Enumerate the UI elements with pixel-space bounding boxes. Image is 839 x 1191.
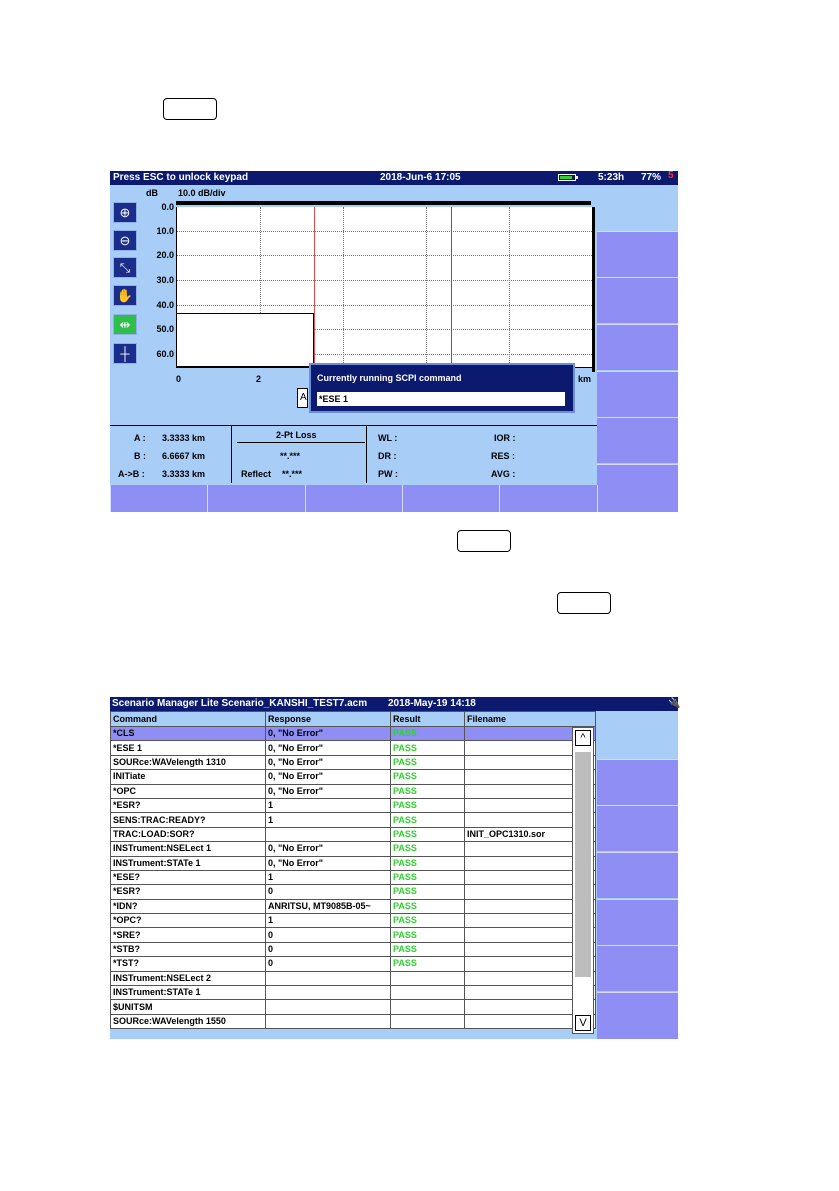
f1-key[interactable]	[597, 231, 678, 277]
table-row[interactable]	[111, 971, 596, 985]
column-header: Result	[391, 712, 465, 727]
f2-key[interactable]	[597, 277, 678, 323]
response-cell: 0, "No Error"	[266, 856, 391, 870]
table-row[interactable]	[111, 870, 596, 884]
avg-label: AVG :	[491, 469, 516, 479]
status-message: Press ESC to unlock keypad	[113, 172, 249, 183]
status-datetime: 2018-Jun-6 17:05	[380, 172, 461, 183]
table-row[interactable]	[111, 914, 596, 928]
result-cell	[391, 1000, 465, 1014]
response-cell	[266, 1014, 391, 1028]
result-cell: PASS	[391, 813, 465, 827]
command-cell: *OPC?	[111, 914, 266, 928]
table-row[interactable]	[111, 1000, 596, 1014]
scale-label: 10.0 dB/div	[178, 188, 226, 198]
a-label: A :	[134, 433, 146, 443]
response-cell	[266, 1000, 391, 1014]
command-cell: *ESE 1	[111, 741, 266, 755]
warning-icon: 5	[668, 170, 674, 181]
result-cell: PASS	[391, 842, 465, 856]
response-cell: ANRITSU, MT9085B-05~	[266, 899, 391, 913]
command-cell: *STB?	[111, 942, 266, 956]
result-cell: PASS	[391, 727, 465, 741]
response-cell: 1	[266, 870, 391, 884]
column-header: Command	[111, 712, 266, 727]
response-cell: 0, "No Error"	[266, 784, 391, 798]
response-cell: 0, "No Error"	[266, 842, 391, 856]
gridline	[509, 207, 510, 367]
result-cell: PASS	[391, 770, 465, 784]
bottom-key-1[interactable]	[110, 485, 207, 512]
table-row[interactable]	[111, 1014, 596, 1028]
bottom-key-2[interactable]	[207, 485, 305, 512]
overview-window	[176, 313, 314, 367]
trace-right-edge	[592, 207, 595, 372]
result-cell: PASS	[391, 784, 465, 798]
command-cell: *IDN?	[111, 899, 266, 913]
y-tick-0: 0.0	[161, 202, 174, 212]
usb-icon: 🔌	[668, 698, 681, 709]
table-row[interactable]	[111, 942, 596, 956]
gridline	[177, 305, 592, 306]
b-label: B :	[134, 451, 146, 461]
key-box-3	[557, 592, 611, 614]
command-cell: TRAC:LOAD:SOR?	[111, 827, 266, 841]
battery-percent: 77%	[641, 172, 662, 183]
command-cell: *ESR?	[111, 798, 266, 812]
result-cell	[391, 986, 465, 1000]
battery-tip	[576, 176, 578, 179]
result-cell: PASS	[391, 914, 465, 928]
command-cell: $UNITSM	[111, 1000, 266, 1014]
bottom-key-6[interactable]	[597, 485, 678, 512]
response-cell	[266, 827, 391, 841]
ab-label: A->B :	[118, 469, 145, 479]
result-cell: PASS	[391, 870, 465, 884]
b-value: 6.6667 km	[162, 451, 206, 461]
status-bar	[110, 171, 678, 185]
status-bar	[110, 697, 681, 711]
y-tick-1: 10.0	[156, 226, 174, 236]
response-cell: 0	[266, 885, 391, 899]
response-cell: 0, "No Error"	[266, 770, 391, 784]
column-header: Response	[266, 712, 391, 727]
y-tick-4: 40.0	[156, 300, 174, 310]
filename-cell: INIT_OPC1310.sor	[465, 827, 596, 841]
command-table	[110, 711, 596, 1029]
result-cell: PASS	[391, 928, 465, 942]
res-label: RES :	[491, 451, 516, 461]
command-cell: *TST?	[111, 957, 266, 971]
y-tick-2: 20.0	[156, 250, 174, 260]
marker-a-line[interactable]	[314, 207, 315, 367]
pw-label: PW :	[378, 469, 398, 479]
response-cell: 0	[266, 928, 391, 942]
table-scrollbar[interactable]	[572, 727, 594, 1034]
f6-key[interactable]	[597, 992, 678, 1039]
table-row[interactable]	[111, 770, 596, 784]
result-cell: PASS	[391, 827, 465, 841]
scroll-thumb[interactable]	[575, 752, 591, 977]
command-cell: SOURce:WAVelength 1310	[111, 755, 266, 769]
x-unit: km	[578, 374, 592, 384]
reflect-label: Reflect	[241, 469, 272, 479]
command-cell: *CLS	[111, 727, 266, 741]
scroll-down-button[interactable]: V	[575, 1015, 591, 1031]
scenario-title: Scenario Manager Lite Scenario_KANSHI_TEST7.acm	[112, 698, 368, 709]
cross-icon[interactable]: ┼	[113, 343, 137, 364]
y-tick-6: 60.0	[156, 349, 174, 359]
response-cell	[266, 971, 391, 985]
reflect-value: **.***	[282, 469, 303, 479]
loss-divider	[237, 442, 365, 443]
command-cell: SENS:TRAC:READY?	[111, 813, 266, 827]
table-row[interactable]	[111, 727, 596, 741]
zoom-in-icon[interactable]: ⊕	[113, 202, 137, 223]
command-cell: *OPC	[111, 784, 266, 798]
result-cell: PASS	[391, 755, 465, 769]
table-row[interactable]	[111, 798, 596, 812]
response-cell: 0, "No Error"	[266, 741, 391, 755]
otdr-trace-screen	[110, 171, 678, 512]
ior-label: IOR :	[494, 433, 516, 443]
response-cell: 0, "No Error"	[266, 727, 391, 741]
table-row[interactable]	[111, 957, 596, 971]
response-cell: 0	[266, 957, 391, 971]
f3-key[interactable]	[597, 324, 678, 370]
result-cell	[391, 1014, 465, 1028]
result-cell: PASS	[391, 741, 465, 755]
pan-icon[interactable]: ✋	[113, 285, 137, 306]
gridline	[177, 255, 592, 256]
status-datetime: 2018-May-19 14:18	[388, 698, 476, 709]
trace-top-line	[176, 201, 591, 205]
f3-key[interactable]	[597, 852, 678, 898]
f1-key[interactable]	[597, 759, 678, 805]
battery-icon	[558, 174, 576, 181]
result-cell	[391, 971, 465, 985]
key-box-2	[457, 530, 511, 552]
y-tick-5: 50.0	[156, 324, 174, 334]
table-row[interactable]	[111, 755, 596, 769]
x-tick-1: 2	[256, 374, 262, 384]
table-row[interactable]	[111, 784, 596, 798]
command-cell: INSTrument:NSELect 1	[111, 842, 266, 856]
bottom-key-5[interactable]	[499, 485, 597, 512]
response-cell: 1	[266, 914, 391, 928]
response-cell: 1	[266, 813, 391, 827]
table-row[interactable]	[111, 899, 596, 913]
f4-key[interactable]	[597, 899, 678, 945]
table-row[interactable]	[111, 928, 596, 942]
dialog-title: Currently running SCPI command	[317, 373, 462, 383]
marker-icon[interactable]: ⇹	[113, 314, 137, 335]
gridline	[343, 207, 344, 367]
result-cell: PASS	[391, 885, 465, 899]
command-cell: *ESE?	[111, 870, 266, 884]
column-header: Filename	[465, 712, 596, 727]
wl-label: WL :	[378, 433, 398, 443]
result-cell: PASS	[391, 899, 465, 913]
command-cell: *SRE?	[111, 928, 266, 942]
result-cell: PASS	[391, 856, 465, 870]
loss-box	[231, 425, 367, 483]
dr-label: DR :	[378, 451, 397, 461]
ab-value: 3.3333 km	[162, 469, 206, 479]
y-tick-3: 30.0	[156, 275, 174, 285]
f2-key[interactable]	[597, 805, 678, 851]
result-cell: PASS	[391, 798, 465, 812]
scroll-up-button[interactable]: ^	[575, 730, 591, 746]
dialog-command: *ESE 1	[317, 392, 565, 406]
gridline	[177, 231, 592, 232]
marker-b-line[interactable]	[451, 207, 452, 367]
table-row[interactable]	[111, 856, 596, 870]
command-cell: SOURce:WAVelength 1550	[111, 1014, 266, 1028]
battery-time: 5:23h	[598, 172, 625, 183]
bottom-key-3[interactable]	[305, 485, 402, 512]
command-cell: INSTrument:STATe 1	[111, 856, 266, 870]
table-row[interactable]	[111, 986, 596, 1000]
table-row[interactable]	[111, 741, 596, 755]
bottom-key-4[interactable]	[402, 485, 499, 512]
response-cell: 0	[266, 942, 391, 956]
command-cell: INSTrument:NSELect 2	[111, 971, 266, 985]
y-unit: dB	[146, 188, 158, 198]
x-tick-0: 0	[176, 374, 182, 384]
command-cell: INSTrument:STATe 1	[111, 986, 266, 1000]
response-cell: 1	[266, 798, 391, 812]
result-cell: PASS	[391, 942, 465, 956]
response-cell	[266, 986, 391, 1000]
f4-key[interactable]	[597, 371, 678, 417]
a-value: 3.3333 km	[162, 433, 206, 443]
command-cell: INITiate	[111, 770, 266, 784]
gridline	[177, 280, 592, 281]
zoom-out-icon[interactable]: ⊖	[113, 230, 137, 251]
f5-key[interactable]	[597, 417, 678, 463]
table-header-row	[111, 712, 596, 727]
loss-value: **.***	[280, 451, 301, 461]
scpi-command-dialog	[309, 363, 575, 413]
command-cell: *ESR?	[111, 885, 266, 899]
fit-icon[interactable]: ⤡	[113, 257, 137, 278]
marker-a-label: A	[297, 388, 308, 408]
key-box-1	[163, 98, 217, 120]
table-row[interactable]	[111, 813, 596, 827]
f5-key[interactable]	[597, 945, 678, 991]
table-row[interactable]	[111, 842, 596, 856]
scenario-manager-screen	[110, 697, 681, 1039]
response-cell: 0, "No Error"	[266, 755, 391, 769]
result-cell: PASS	[391, 957, 465, 971]
gridline	[426, 207, 427, 367]
table-row[interactable]	[111, 885, 596, 899]
table-row[interactable]	[111, 827, 596, 841]
loss-title: 2-Pt Loss	[276, 430, 317, 440]
